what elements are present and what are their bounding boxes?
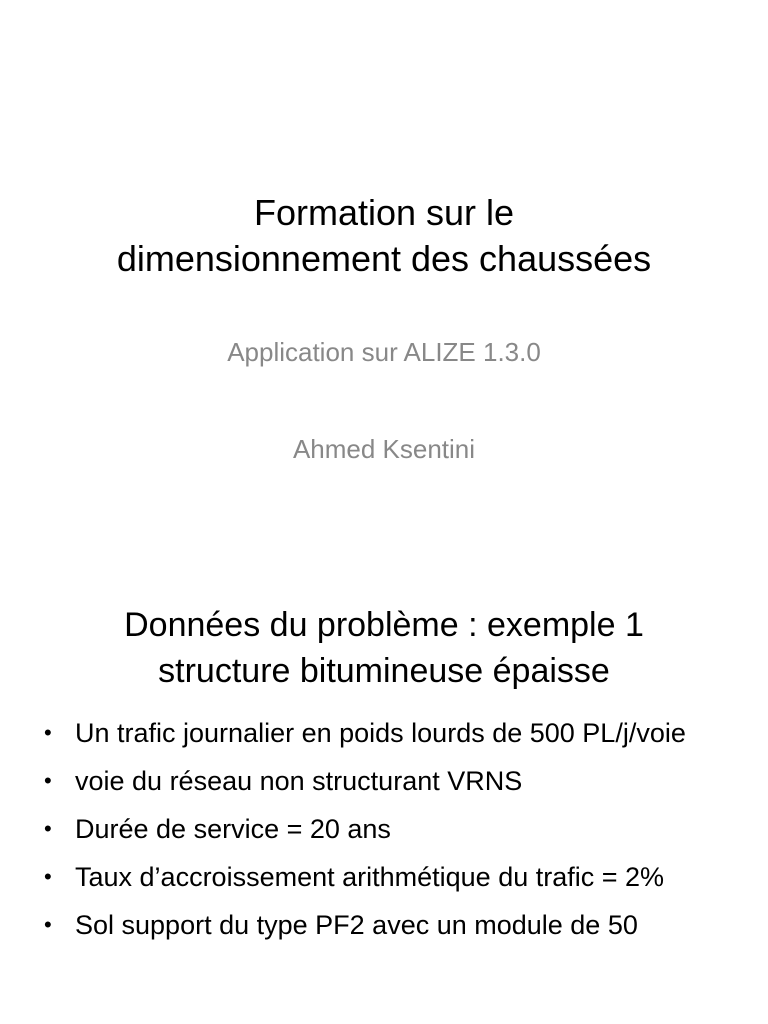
bullet-dot-icon: •	[44, 816, 52, 841]
content-title-line-1: Données du problème : exemple 1	[124, 606, 644, 644]
bullet-item	[0, 814, 768, 844]
slide-subtitle: Application sur ALIZE 1.3.0	[227, 337, 541, 367]
bullet-item	[0, 862, 768, 892]
bullet-item	[0, 910, 768, 940]
bullet-text: voie du réseau non structurant VRNS	[75, 766, 523, 796]
bullet-list	[0, 718, 768, 958]
content-title-line-2: structure bitumineuse épaisse	[158, 652, 610, 690]
bullet-item	[0, 766, 768, 796]
bullet-text: Taux d’accroissement arithmétique du trafic = 2%	[75, 862, 665, 892]
bullet-text: Durée de service = 20 ans	[75, 814, 391, 844]
bullet-dot-icon: •	[44, 768, 52, 793]
bullet-dot-icon: •	[44, 864, 52, 889]
bullet-item	[0, 718, 768, 748]
content-slide-title	[0, 602, 768, 694]
slide-title-line-2: dimensionnement des chaussées	[116, 238, 652, 279]
content-slide	[0, 576, 768, 1024]
slide-title-line-1: Formation sur le	[253, 192, 515, 233]
bullet-text: Sol support du type PF2 avec un module de 50	[75, 910, 638, 940]
bullet-dot-icon: •	[44, 912, 52, 937]
bullet-text: Un trafic journalier en poids lourds de 500 PL/j/voie	[75, 718, 686, 748]
author-name: Ahmed Ksentini	[292, 434, 476, 464]
slide-title	[0, 190, 768, 282]
bullet-dot-icon: •	[44, 720, 52, 745]
